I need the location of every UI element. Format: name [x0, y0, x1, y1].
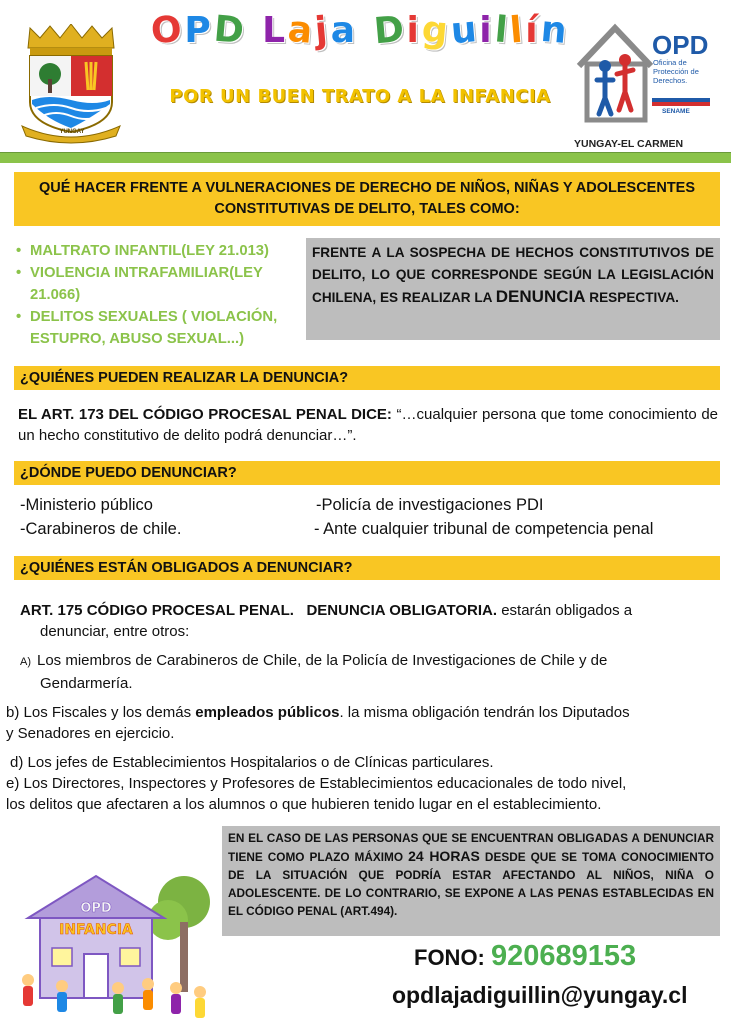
list-item-text: MALTRATO INFANTIL(LEY 21.013): [30, 243, 269, 259]
suspicion-text: FRENTE A LA SOSPECHA DE HECHOS CONSTITUTIVOS DE DELITO, LO QUE CORRESPONDE SEGÚN LA LEGISLACIÓN CHILENA, ES REALIZAR LA: [312, 245, 714, 305]
phone-line: [414, 940, 636, 973]
deadline-warning-box: [222, 826, 720, 936]
bullet: •: [16, 243, 22, 259]
title-letter: j: [313, 9, 333, 52]
art175-lead: ART. 175 CÓDIGO PROCESAL PENAL.: [20, 602, 294, 619]
suspicion-emphasis: DENUNCIA: [495, 287, 586, 306]
header-divider: [0, 152, 731, 163]
item-b-bold: empleados públicos: [195, 704, 340, 721]
main-banner-line1: QUÉ HACER FRENTE A VULNERACIONES DE DERECHO DE NIÑOS, NIÑAS Y ADOLESCENTES: [38, 180, 696, 196]
art175-intro: [20, 600, 716, 642]
header: [0, 0, 731, 152]
bullet: •: [16, 265, 22, 281]
place-carabineros: -Carabineros de chile.: [20, 520, 182, 538]
title-letter: í: [525, 10, 541, 51]
suspicion-tail: RESPECTIVA.: [589, 290, 679, 305]
title-letter: u: [448, 8, 481, 53]
art173-paragraph: [18, 404, 718, 446]
warning-part2: DESDE QUE SE TOMA CONOCIMIENTO DE LA SITUACIÓN QUE PODRÍA ESTAR AFECTANDO AL NIÑOS, NIÑA O ADOLESCENTE. DE LO CONTRARIO, SE EXPONE A LAS PENAS ESTABLECIDAS EN EL CÓDIGO PENAL (ART.494).: [228, 850, 714, 918]
item-b: [6, 702, 716, 744]
place-pdi: -Policía de investigaciones PDI: [316, 496, 544, 514]
item-a-label: A): [20, 656, 31, 668]
list-item: [16, 306, 306, 350]
item-a-text2: Gendarmería.: [40, 675, 133, 692]
item-a: [20, 650, 716, 694]
house-label-opd: OPD: [80, 901, 112, 916]
title-letter: a: [286, 8, 318, 53]
title-letter: l: [492, 9, 512, 52]
title-letter: O: [148, 8, 187, 53]
section-heading-who-can: ¿QUIÉNES PUEDEN REALIZAR LA DENUNCIA?: [14, 366, 720, 390]
title-letter: n: [538, 8, 571, 53]
item-b-start: b) Los Fiscales y los demás: [6, 704, 192, 721]
art175-intro-text2: denunciar, entre otros:: [40, 623, 190, 640]
page-title: [150, 10, 570, 51]
location-label: YUNGAY-EL CARMEN: [574, 138, 684, 150]
item-d: d) Los jefes de Establecimientos Hospitalarios o de Clínicas particulares.: [10, 754, 494, 771]
crest-label: YUNGAY: [59, 129, 85, 135]
title-letter: P: [184, 10, 214, 51]
place-ministerio: -Ministerio público: [20, 496, 153, 514]
warning-emphasis: 24 HORAS: [408, 848, 480, 864]
art173-lead: EL ART. 173 DEL CÓDIGO PROCESAL PENAL DICE:: [18, 406, 392, 423]
sename-label: SENAME: [662, 108, 690, 115]
main-banner-line2: CONSTITUTIVAS DE DELITO, TALES COMO:: [214, 201, 520, 217]
title-letter: a: [330, 10, 359, 51]
opd-logo-subtitle: Oficina de Protección de Derechos.: [653, 58, 699, 85]
page-subtitle: POR UN BUEN TRATO A LA INFANCIA: [169, 86, 551, 107]
title-letter: D: [211, 8, 249, 53]
item-e-text2: los delitos que afectaren a los alumnos o que hubieren tenido lugar en el establecimiento.: [6, 796, 602, 813]
title-letter: l: [508, 9, 528, 52]
place-tribunal: - Ante cualquier tribunal de competencia penal: [314, 520, 654, 538]
opd-logo-title: OPD: [652, 30, 709, 60]
list-item: [16, 262, 306, 306]
item-b-text2: y Senadores en ejercicio.: [6, 725, 175, 742]
warning-part1: EN EL CASO DE LAS PERSONAS QUE SE ENCUENTRAN OBLIGADAS A DENUNCIAR TIENE COMO PLAZO MÁXIMO: [228, 831, 714, 864]
crime-list: [16, 240, 306, 350]
art173-quote: “…cualquier persona que tome conocimiento de un hecho constitutivo de delito podrá denunciar…”.: [18, 406, 719, 444]
list-item-text: VIOLENCIA INTRAFAMILIAR(LEY 21.066): [30, 265, 263, 303]
bullet: •: [16, 309, 22, 325]
title-letter: i: [479, 10, 495, 51]
main-banner: [14, 172, 720, 226]
title-letter: [245, 9, 264, 51]
section-heading-obliged: ¿QUIÉNES ESTÁN OBLIGADOS A DENUNCIAR?: [14, 556, 720, 580]
title-letter: D: [371, 8, 409, 53]
art175-paragraph: [6, 600, 716, 815]
title-letter: i: [406, 10, 422, 51]
suspicion-box: [306, 238, 720, 340]
list-item-text: DELITOS SEXUALES ( VIOLACIÓN, ESTUPRO, ABUSO SEXUAL...): [30, 309, 278, 347]
art175-lead2: DENUNCIA OBLIGATORIA.: [306, 602, 498, 619]
phone-label: FONO:: [414, 945, 485, 970]
email-address[interactable]: opdlajadiguillin@yungay.cl: [392, 982, 688, 1008]
item-e: [6, 773, 716, 815]
title-letter: L: [262, 10, 289, 51]
section-heading-where: ¿DÓNDE PUEDO DENUNCIAR?: [14, 461, 720, 485]
opd-infancia-house-illustration: [8, 862, 218, 1022]
yungay-crest-logo: [18, 24, 124, 144]
phone-number[interactable]: 920689153: [491, 940, 637, 972]
item-e-text: e) Los Directores, Inspectores y Profesores de Establecimientos educacionales de todo nivel,: [6, 775, 627, 792]
item-a-text: Los miembros de Carabineros de Chile, de la Policía de Investigaciones de Chile y de: [37, 652, 608, 669]
list-item: [16, 240, 306, 262]
house-label-infancia: INFANCIA: [59, 922, 133, 938]
sename-flag-bars: [652, 98, 710, 106]
item-b-end: . la misma obligación tendrán los Diputados: [339, 704, 630, 721]
title-letter: g: [420, 8, 453, 53]
art175-intro-text: estarán obligados a: [501, 602, 633, 619]
